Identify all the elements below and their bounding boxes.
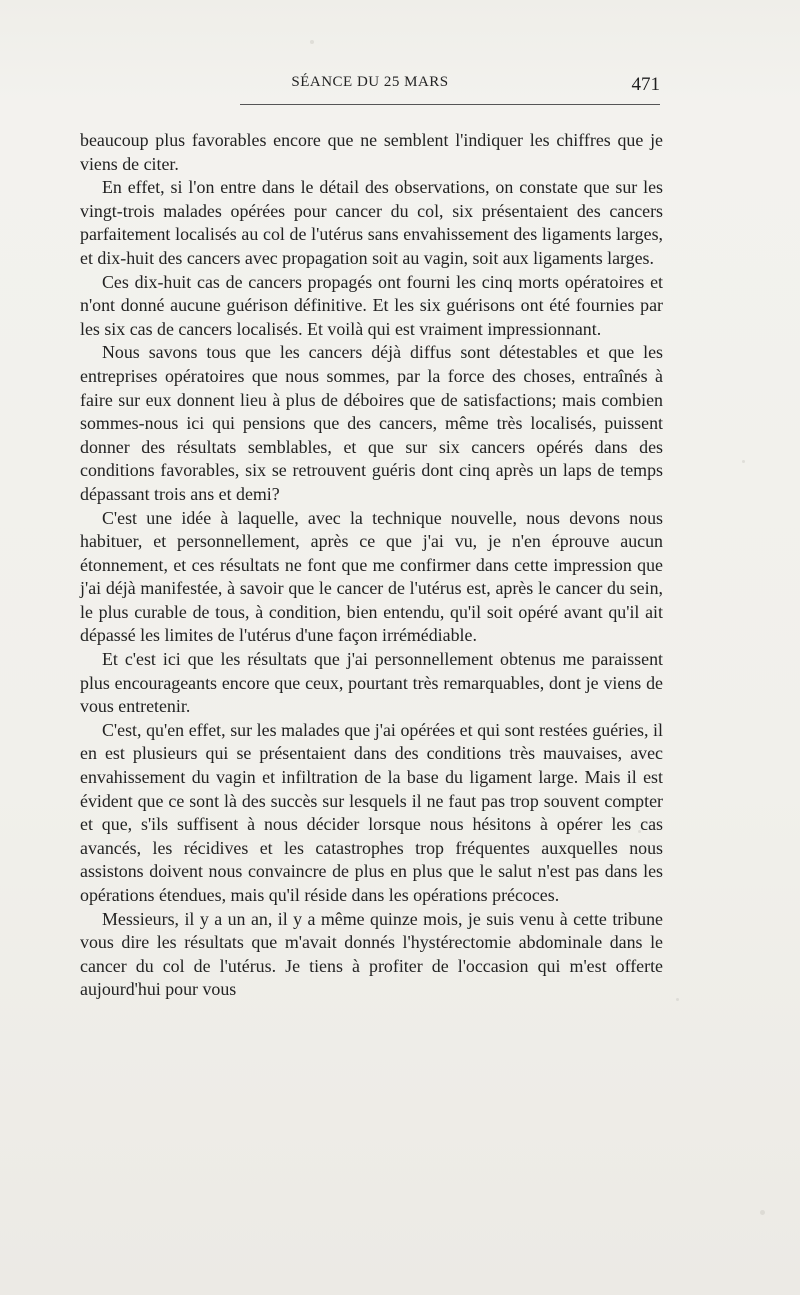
paragraph-1: beaucoup plus favorables encore que ne semblent l'indiquer les chiffres que je viens de citer. [80,130,663,174]
paragraph-3: Ces dix-huit cas de cancers propagés ont fourni les cinq morts opératoires et n'ont donné aucune guérison définitive. Et les six guérisons ont été fournies par les six cas de cancers localisés. Et voilà qui est vraiment impressionnant. [80,271,663,339]
body-text [80,129,663,1002]
paragraph-5: C'est une idée à laquelle, avec la technique nouvelle, nous devons nous habituer, et personnellement, après ce que j'ai vu, je n'en éprouve aucun étonnement, et ces résultats ne font que me confirmer dans cette impression que j'ai déjà manifestée, à savoir que le cancer de l'utérus est, après le cancer du sein, le plus curable de tous, à condition, bien entendu, qu'il soit opéré avant qu'il ait dépassé les limites de l'utérus d'une façon irrémédiable. [80,507,663,646]
header-rule [240,104,660,105]
page-number: 471 [631,74,660,95]
paper-speck [638,830,641,833]
page-header [80,74,660,100]
paragraph-2: En effet, si l'on entre dans le détail des observations, on constate que sur les vingt-trois malades opérées pour cancer du col, six présentaient des cancers parfaitement localisés au col de l'utérus sans envahissement des ligaments larges, et dix-huit des cancers avec propagation soit au vagin, soit aux ligaments larges. [80,177,663,268]
running-title: SÉANCE DU 25 MARS [291,74,449,90]
paragraph-7: C'est, qu'en effet, sur les malades que j'ai opérées et qui sont restées guéries, il en est plusieurs qui se présentaient dans des conditions très mauvaises, avec envahissement du vagin et infiltration de la base du ligament large. Mais il est évident que ce sont là des succès sur lesquels il ne faut pas trop souvent compter et que, s'ils suffisent à nous décider lorsque nous hésitons à opérer les cas avancés, les récidives et les catastrophes trop fréquentes auxquelles nous assistons doivent nous convaincre de plus en plus que le salut n'est pas dans les opérations étendues, mais qu'il réside dans les opérations précoces. [80,719,663,905]
paragraph-8: Messieurs, il y a un an, il y a même quinze mois, je suis venu à cette tribune vous dire les résultats que m'avait donnés l'hystérectomie abdominale dans le cancer du col de l'utérus. Je tiens à profiter de l'occasion qui m'est offerte aujourd'hui pour vous [80,908,663,1000]
paper-speck [676,998,679,1001]
paragraph-4: Nous savons tous que les cancers déjà diffus sont détestables et que les entreprises opératoires que nous sommes, par la force des choses, entraînés à faire sur eux donnent lieu à plus de déboires que de satisfactions; mais combien sommes-nous ici qui pensions que des cancers, même très localisés, puissent donner des résultats semblables, et que sur six cancers opérés dans des conditions favorables, six se retrouvent guéris dont cinq après un laps de temps dépassant trois ans et demi? [80,342,663,504]
paragraph-6: Et c'est ici que les résultats que j'ai personnellement obtenus me paraissent plus encourageants encore que ceux, pourtant très remarquables, dont je viens de vous entretenir. [80,649,663,717]
paper-speck [310,40,314,44]
paper-speck [742,460,745,463]
paper-speck [760,1210,765,1215]
